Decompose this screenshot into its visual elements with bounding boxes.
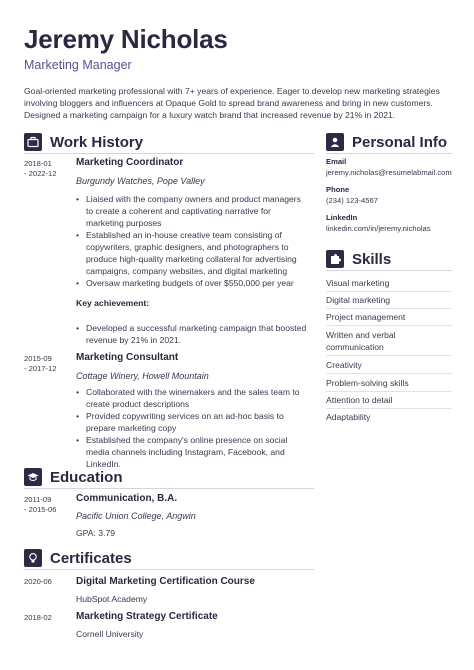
skill-item: Written and verbal communication <box>326 330 396 352</box>
skill-divider <box>326 355 452 356</box>
skills-divider <box>326 270 452 271</box>
summary-paragraph: Goal-oriented marketing professional with 7+ years of experience. Eager to develop new marketing strategies involving bloggers and influencers at Opaque Gold to spread brand awareness and bring in new customers. Designed a marketing campaign for a luxury watch brand that increased revenue by 21% in 2021. <box>24 86 440 120</box>
work-history-heading <box>24 133 143 151</box>
job-1-date-start: 2018-01 <box>24 159 52 168</box>
graduation-cap-icon <box>24 468 42 486</box>
skill-item: Attention to detail <box>326 395 393 405</box>
education-heading <box>24 468 123 486</box>
personal-info-title: Personal Info <box>352 133 448 151</box>
job-1-date-end: - 2022-12 <box>24 169 57 178</box>
education-date-start: 2011-09 <box>24 495 52 504</box>
phone-label: Phone <box>326 185 350 194</box>
list-item: • Developed a successful marketing campaign that boosted revenue by 21% in 2021. <box>76 322 308 346</box>
skill-item: Adaptability <box>326 412 371 422</box>
skill-divider <box>326 308 452 309</box>
skill-divider <box>326 391 452 392</box>
skill-divider <box>326 408 452 409</box>
list-item: • Established an in-house creative team consisting of copywriters, graphic designers, and photographers to produce high-quality marketing collateral for advertising campaigns, company websites, and digital marketing <box>76 229 308 277</box>
work-history-title: Work History <box>50 133 144 151</box>
job-2-company: Cottage Winery, Howell Mountain <box>76 371 209 381</box>
puzzle-icon <box>326 250 344 268</box>
job-1-company: Burgundy Watches, Pope Valley <box>76 176 205 186</box>
linkedin-value: linkedin.com/in/jeremy.nicholas <box>326 224 431 233</box>
certificates-title: Certificates <box>50 549 132 567</box>
list-item: • Liaised with the company owners and product managers to create a coherent and captivating narrative for marketing purposes <box>76 193 308 229</box>
personal-info-divider <box>326 153 452 154</box>
lightbulb-icon <box>24 549 42 567</box>
skill-item: Problem-solving skills <box>326 378 409 388</box>
list-item: • Provided copywriting services on an ad-hoc basis to prepare marketing copy <box>76 410 308 434</box>
skill-item: Creativity <box>326 360 362 370</box>
person-icon <box>326 133 344 151</box>
list-item: • Collaborated with the winemakers and the sales team to create product descriptions <box>76 386 308 410</box>
skill-item: Project management <box>326 312 406 322</box>
briefcase-icon <box>24 133 42 151</box>
education-school: Pacific Union College, Angwin <box>76 511 196 521</box>
job-2-title: Marketing Consultant <box>76 352 179 363</box>
certificate-2-issuer: Cornell University <box>76 629 144 639</box>
certificate-2-date: 2018-02 <box>24 613 52 622</box>
certificate-2-name: Marketing Strategy Certificate <box>76 611 218 622</box>
education-divider <box>24 488 314 489</box>
certificates-heading <box>24 549 132 567</box>
job-1-title: Marketing Coordinator <box>76 157 184 168</box>
candidate-title: Marketing Manager <box>24 58 132 72</box>
email-value: jeremy.nicholas@resumelabmail.com <box>326 168 452 177</box>
skill-item: Visual marketing <box>326 278 390 288</box>
candidate-name: Jeremy Nicholas <box>24 24 228 54</box>
certificate-1-date: 2020-06 <box>24 577 52 586</box>
list-item: • Oversaw marketing budgets of over $550,000 per year <box>76 277 308 289</box>
job-2-bullets <box>76 386 308 470</box>
skill-divider <box>326 291 452 292</box>
education-title: Education <box>50 468 123 486</box>
skills-title: Skills <box>352 250 392 268</box>
job-2-date-end: - 2017-12 <box>24 364 57 373</box>
skill-divider <box>326 373 452 374</box>
key-achievement-label: Key achievement: <box>76 298 150 308</box>
education-degree: Communication, B.A. <box>76 493 178 504</box>
phone-value: (234) 123-4567 <box>326 196 378 205</box>
list-item: • Established the company's online presence on social media channels including Instagram, Facebook, and LinkedIn. <box>76 434 308 470</box>
work-history-divider <box>24 153 314 154</box>
job-2-date-start: 2015-09 <box>24 354 52 363</box>
certificate-1-name: Digital Marketing Certification Course <box>76 576 255 587</box>
education-date-end: - 2015-06 <box>24 505 57 514</box>
certificate-1-issuer: HubSpot Academy <box>76 594 148 604</box>
personal-info-heading <box>326 133 447 151</box>
email-label: Email <box>326 157 347 166</box>
linkedin-label: LinkedIn <box>326 213 358 222</box>
skill-divider <box>326 325 452 326</box>
job-1-bullets <box>76 193 308 289</box>
certificates-divider <box>24 569 314 570</box>
skill-item: Digital marketing <box>326 295 390 305</box>
skills-heading <box>326 250 391 268</box>
job-1-achievements <box>76 322 308 346</box>
education-gpa: GPA: 3.79 <box>76 528 116 538</box>
